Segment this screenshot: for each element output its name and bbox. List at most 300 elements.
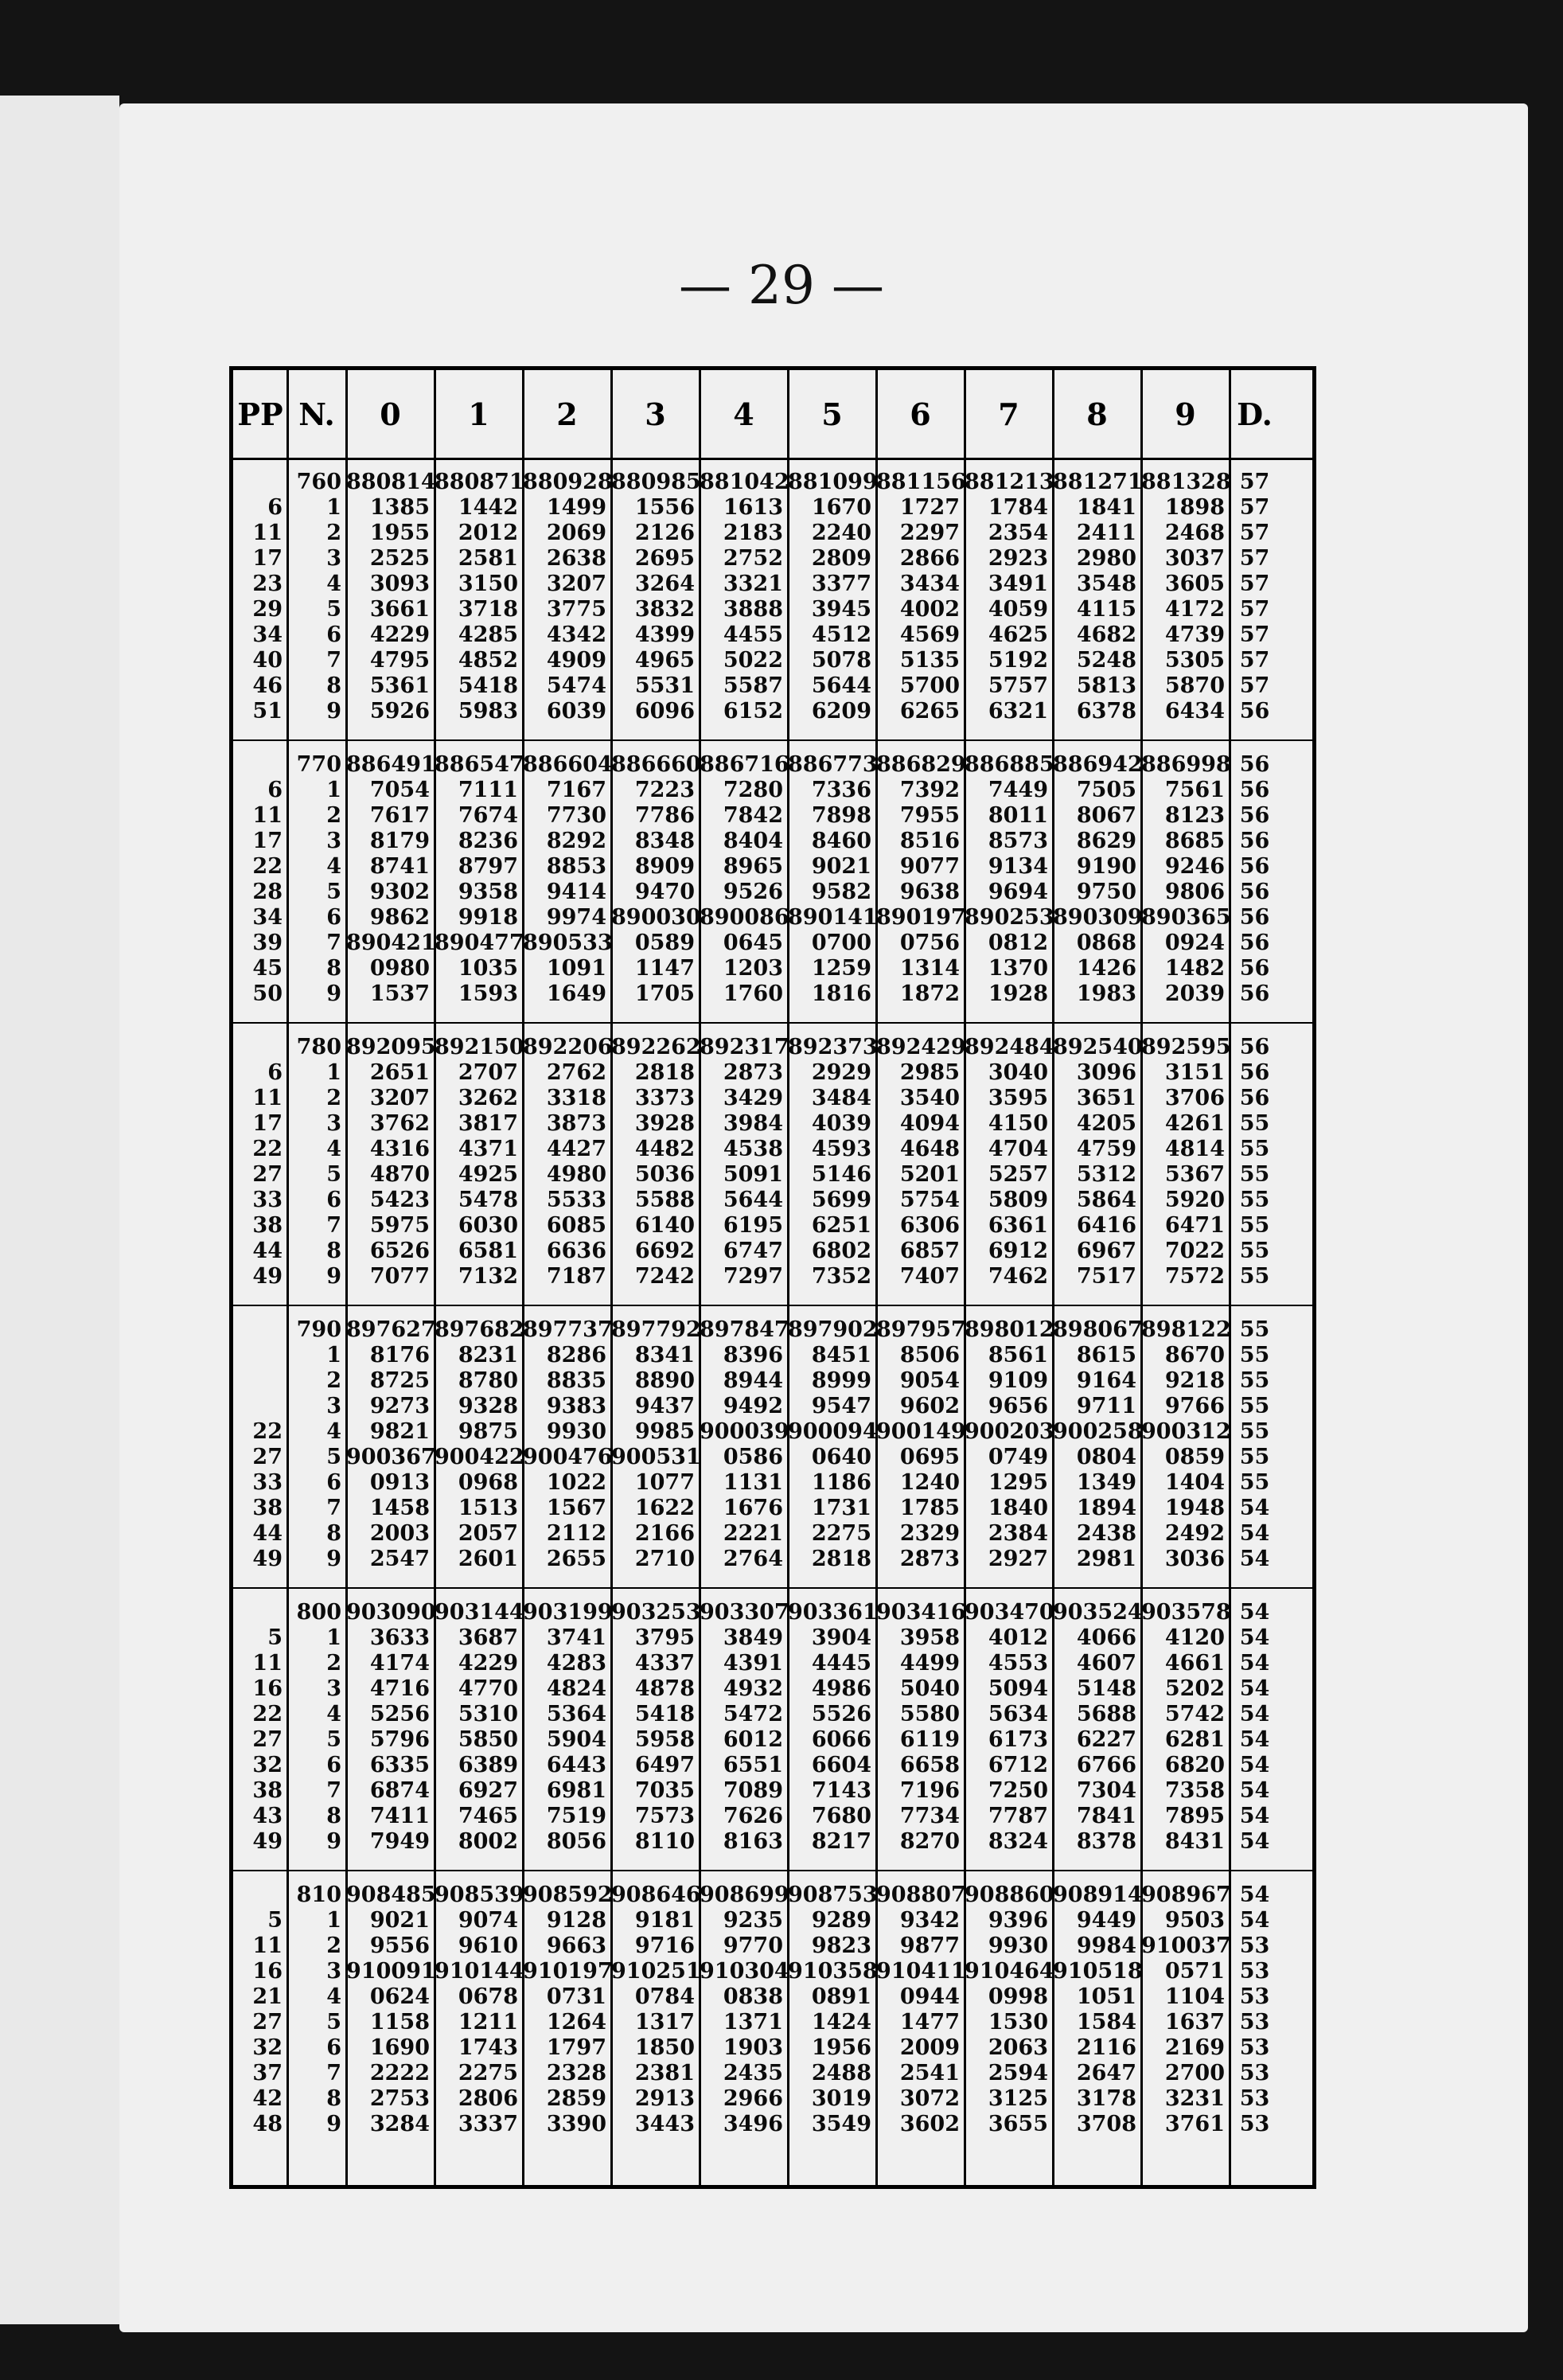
difference-cell: 55 [1239,1445,1270,1469]
log-value-cell: 4174 [369,1651,430,1676]
log-value-cell: 2297 [899,521,960,545]
log-value-cell: 8725 [369,1368,430,1393]
difference-cell: 53 [1239,1933,1270,1958]
log-value-cell: 1370 [988,956,1048,981]
column-digit-4 [700,370,788,2185]
group-separator [233,1587,1312,1589]
log-value-cell: 4342 [546,622,606,647]
log-value-cell: 4925 [458,1162,518,1187]
log-value-cell: 2927 [988,1547,1048,1571]
pp-cell: 22 [252,854,283,879]
pp-cell [233,470,287,495]
column-digit-2 [523,370,611,2185]
log-value-cell: 892373 [788,1035,878,1059]
log-value-cell: 3655 [988,2112,1048,2136]
log-value-cell: 6604 [811,1753,871,1777]
n-cell: 9 [326,1829,341,1854]
difference-cell: 56 [1239,778,1270,802]
log-value-cell: 1584 [1076,2010,1136,2035]
log-value-cell: 2240 [811,521,871,545]
log-value-cell: 5644 [723,1188,783,1212]
log-value-cell: 3150 [458,572,518,596]
n-cell: 6 [326,622,341,647]
log-value-cell: 7304 [1076,1778,1136,1803]
difference-cell: 57 [1239,673,1270,698]
log-value-cell: 900203 [965,1419,1054,1444]
log-value-cell: 4039 [811,1111,871,1136]
difference-cell: 55 [1239,1213,1270,1238]
log-value-cell: 2488 [811,2061,871,2085]
log-value-cell: 1404 [1164,1470,1225,1495]
log-value-cell: 3928 [634,1111,695,1136]
log-value-cell: 9342 [899,1908,960,1933]
log-value-cell: 2547 [369,1547,430,1571]
column-rule [1229,370,1231,2185]
difference-cell: 54 [1239,1496,1270,1520]
difference-cell: 57 [1239,546,1270,571]
log-value-cell: 892262 [611,1035,701,1059]
log-value-cell: 2581 [458,546,518,571]
log-value-cell: 0586 [723,1445,783,1469]
n-cell: 3 [326,1394,341,1418]
log-value-cell: 7734 [899,1804,960,1828]
log-value-cell: 6140 [634,1213,695,1238]
log-value-cell: 8741 [369,854,430,879]
pp-cell: 6 [267,1060,283,1085]
header-digit-2: 2 [556,396,578,432]
difference-cell: 55 [1239,1239,1270,1263]
pp-cell: 49 [252,1547,283,1571]
pp-cell [233,1883,287,1908]
log-value-cell: 3373 [634,1086,695,1110]
log-value-cell: 3958 [899,1625,960,1650]
log-value-cell: 3036 [1164,1547,1225,1571]
log-value-cell: 908485 [346,1883,436,1907]
log-value-cell: 7462 [988,1264,1048,1289]
log-value-cell: 2009 [899,2035,960,2060]
log-value-cell: 5742 [1164,1702,1225,1726]
n-cell: 1 [326,778,341,802]
log-value-cell: 9974 [546,905,606,930]
log-value-cell: 897682 [435,1317,524,1342]
log-value-cell: 3775 [546,597,606,622]
log-value-cell: 4172 [1164,597,1225,622]
log-value-cell: 7358 [1164,1778,1225,1803]
log-value-cell: 0624 [369,1984,430,2009]
log-value-cell: 1530 [988,2010,1048,2035]
log-value-cell: 5022 [723,648,783,673]
log-value-cell: 2753 [369,2086,430,2111]
header-digit-4: 4 [733,396,754,432]
log-value-cell: 5312 [1076,1162,1136,1187]
log-value-cell: 8890 [634,1368,695,1393]
log-value-cell: 9437 [634,1394,695,1418]
log-value-cell: 1622 [634,1496,695,1520]
log-value-cell: 6967 [1076,1239,1136,1263]
log-value-cell: 7250 [988,1778,1048,1803]
log-value-cell: 2166 [634,1521,695,1546]
difference-cell: 54 [1239,1908,1270,1933]
log-value-cell: 903470 [965,1600,1054,1625]
difference-cell: 53 [1239,2035,1270,2060]
log-value-cell: 8179 [369,829,430,853]
log-value-cell: 1637 [1164,2010,1225,2035]
log-value-cell: 8965 [723,854,783,879]
difference-cell: 54 [1239,1702,1270,1726]
header-digit-5: 5 [821,396,843,432]
log-value-cell: 1104 [1164,1984,1225,2009]
log-value-cell: 2859 [546,2086,606,2111]
header-digit-3: 3 [645,396,666,432]
log-value-cell: 2222 [369,2061,430,2085]
n-cell: 1 [326,1060,341,1085]
log-value-cell: 8324 [988,1829,1048,1854]
log-value-cell: 2594 [988,2061,1048,2085]
pp-cell: 49 [252,1264,283,1289]
log-value-cell: 0678 [458,1984,518,2009]
log-value-cell: 898012 [965,1317,1054,1342]
log-value-cell: 7054 [369,778,430,802]
log-value-cell: 2764 [723,1547,783,1571]
log-value-cell: 4593 [811,1137,871,1161]
log-value-cell: 9806 [1164,880,1225,904]
log-value-cell: 9077 [899,854,960,879]
log-value-cell: 4716 [369,1676,430,1701]
log-value-cell: 0731 [546,1984,606,2009]
log-value-cell: 2039 [1164,981,1225,1006]
pp-cell: 28 [252,880,283,904]
log-value-cell: 1983 [1076,981,1136,1006]
log-value-cell: 908539 [435,1883,524,1907]
log-value-cell: 3549 [811,2112,871,2136]
log-value-cell: 8123 [1164,803,1225,828]
log-value-cell: 903253 [611,1600,701,1625]
log-value-cell: 8163 [723,1829,783,1854]
log-value-cell: 8797 [458,854,518,879]
log-value-cell: 6335 [369,1753,430,1777]
log-value-cell: 5634 [988,1702,1048,1726]
difference-cell: 56 [1239,854,1270,879]
log-value-cell: 2818 [811,1547,871,1571]
difference-cell: 56 [1239,752,1270,777]
log-value-cell: 900312 [1141,1419,1231,1444]
log-value-cell: 3795 [634,1625,695,1650]
log-value-cell: 5813 [1076,673,1136,698]
log-value-cell: 5472 [723,1702,783,1726]
log-value-cell: 900258 [1053,1419,1143,1444]
n-cell: 7 [326,931,341,955]
difference-cell: 56 [1239,931,1270,955]
log-value-cell: 5040 [899,1676,960,1701]
pp-cell: 17 [252,829,283,853]
difference-cell: 56 [1239,905,1270,930]
log-value-cell: 8056 [546,1829,606,1854]
log-value-cell: 7787 [988,1804,1048,1828]
difference-cell: 56 [1239,880,1270,904]
log-value-cell: 2525 [369,546,430,571]
log-value-cell: 6551 [723,1753,783,1777]
log-value-cell: 0998 [988,1984,1048,2009]
log-value-cell: 7167 [546,778,606,802]
log-value-cell: 5201 [899,1162,960,1187]
log-value-cell: 3377 [811,572,871,596]
log-value-cell: 892150 [435,1035,524,1059]
log-value-cell: 2468 [1164,521,1225,545]
log-value-cell: 5146 [811,1162,871,1187]
log-value-cell: 8011 [988,803,1048,828]
log-value-cell: 1240 [899,1470,960,1495]
difference-cell: 56 [1239,1086,1270,1110]
log-value-cell: 886491 [346,752,436,777]
log-value-cell: 9246 [1164,854,1225,879]
log-value-cell: 2275 [458,2061,518,2085]
log-value-cell: 7841 [1076,1804,1136,1828]
log-value-cell: 2492 [1164,1521,1225,1546]
log-value-cell: 5364 [546,1702,606,1726]
log-value-cell: 5809 [988,1188,1048,1212]
log-value-cell: 6802 [811,1239,871,1263]
log-value-cell: 886660 [611,752,701,777]
log-value-cell: 8002 [458,1829,518,1854]
log-value-cell: 5202 [1164,1676,1225,1701]
log-value-cell: 9273 [369,1394,430,1418]
pp-cell: 23 [252,572,283,596]
column-digit-9 [1141,370,1230,2185]
n-cell: 810 [296,1883,341,1907]
log-value-cell: 2638 [546,546,606,571]
column-rule [699,370,701,2185]
n-cell: 5 [326,597,341,622]
log-value-cell: 0859 [1164,1445,1225,1469]
log-value-cell: 2012 [458,521,518,545]
log-value-cell: 886604 [523,752,613,777]
pp-cell: 22 [252,1702,283,1726]
log-value-cell: 8573 [988,829,1048,853]
n-cell: 3 [326,1676,341,1701]
difference-cell: 57 [1239,622,1270,647]
log-value-cell: 900039 [700,1419,789,1444]
n-cell: 2 [326,1933,341,1958]
n-cell: 4 [326,572,341,596]
log-value-cell: 8067 [1076,803,1136,828]
log-value-cell: 6096 [634,699,695,724]
log-value-cell: 1424 [811,2010,871,2035]
log-value-cell: 1385 [369,495,430,520]
log-value-cell: 6497 [634,1753,695,1777]
column-digit-3 [611,370,700,2185]
log-value-cell: 9984 [1076,1933,1136,1958]
pp-cell: 50 [252,981,283,1006]
header-pp: PP [237,396,283,432]
log-value-cell: 5926 [369,699,430,724]
pp-cell: 6 [267,495,283,520]
column-digit-5 [788,370,876,2185]
log-value-cell: 8431 [1164,1829,1225,1854]
log-value-cell: 7407 [899,1264,960,1289]
log-value-cell: 5864 [1076,1188,1136,1212]
log-value-cell: 1203 [723,956,783,981]
log-value-cell: 6209 [811,699,871,724]
log-value-cell: 4391 [723,1651,783,1676]
log-value-cell: 8629 [1076,829,1136,853]
log-value-cell: 6039 [546,699,606,724]
pp-cell: 38 [252,1496,283,1520]
log-value-cell: 6766 [1076,1753,1136,1777]
n-cell: 3 [326,1959,341,1984]
log-value-cell: 9582 [811,880,871,904]
log-value-cell: 903144 [435,1600,524,1625]
log-value-cell: 7111 [458,778,518,802]
pp-cell: 22 [252,1419,283,1444]
n-cell: 6 [326,1470,341,1495]
pp-cell: 34 [252,905,283,930]
log-value-cell: 3817 [458,1111,518,1136]
log-value-cell: 3633 [369,1625,430,1650]
log-value-cell: 0868 [1076,931,1136,955]
group-separator [233,739,1312,741]
log-value-cell: 3434 [899,572,960,596]
pp-cell: 49 [252,1829,283,1854]
log-value-cell: 6195 [723,1213,783,1238]
page-number-heading: — 29 — [679,255,884,316]
log-value-cell: 5757 [988,673,1048,698]
log-value-cell: 6820 [1164,1753,1225,1777]
log-value-cell: 890141 [788,905,878,930]
log-value-cell: 3231 [1164,2086,1225,2111]
difference-cell: 54 [1239,1600,1270,1625]
log-value-cell: 1349 [1076,1470,1136,1495]
log-value-cell: 8685 [1164,829,1225,853]
log-value-cell: 5423 [369,1188,430,1212]
log-value-cell: 5135 [899,648,960,673]
log-value-cell: 3264 [634,572,695,596]
log-value-cell: 6119 [899,1727,960,1752]
log-value-cell: 3491 [988,572,1048,596]
log-value-cell: 903307 [700,1600,789,1625]
difference-cell: 55 [1239,1264,1270,1289]
log-value-cell: 4261 [1164,1111,1225,1136]
log-value-cell: 9862 [369,905,430,930]
log-value-cell: 8404 [723,829,783,853]
log-value-cell: 5904 [546,1727,606,1752]
difference-cell: 57 [1239,470,1270,494]
log-value-cell: 5478 [458,1188,518,1212]
log-value-cell: 2929 [811,1060,871,1085]
log-value-cell: 886773 [788,752,878,777]
log-value-cell: 5094 [988,1676,1048,1701]
log-value-cell: 3019 [811,2086,871,2111]
log-value-cell: 7089 [723,1778,783,1803]
pp-cell [233,1600,287,1625]
pp-cell: 17 [252,1111,283,1136]
log-value-cell: 886547 [435,752,524,777]
log-value-cell: 3595 [988,1086,1048,1110]
log-value-cell: 897737 [523,1317,613,1342]
log-value-cell: 1593 [458,981,518,1006]
log-value-cell: 4569 [899,622,960,647]
n-cell: 8 [326,1804,341,1828]
header-digit-0: 0 [380,396,401,432]
log-value-cell: 2923 [988,546,1048,571]
log-value-cell: 8341 [634,1343,695,1368]
log-value-cell: 9109 [988,1368,1048,1393]
log-value-cell: 9821 [369,1419,430,1444]
n-cell: 5 [326,880,341,904]
difference-cell: 57 [1239,495,1270,520]
log-value-cell: 1186 [811,1470,871,1495]
pp-cell: 11 [252,1651,283,1676]
pp-cell [233,1368,287,1394]
log-value-cell: 903578 [1141,1600,1231,1625]
log-value-cell: 903361 [788,1600,878,1625]
log-value-cell: 897847 [700,1317,789,1342]
log-value-cell: 4120 [1164,1625,1225,1650]
log-value-cell: 2063 [988,2035,1048,2060]
log-value-cell: 1785 [899,1496,960,1520]
log-value-cell: 890365 [1141,905,1231,930]
n-cell: 7 [326,1213,341,1238]
log-value-cell: 4965 [634,648,695,673]
column-rule [286,370,289,2185]
column-rule [610,370,613,2185]
log-value-cell: 7573 [634,1804,695,1828]
log-value-cell: 892095 [346,1035,436,1059]
log-value-cell: 880814 [346,470,436,494]
log-value-cell: 897957 [876,1317,966,1342]
difference-cell: 54 [1239,1753,1270,1777]
column-rule [964,370,966,2185]
n-cell: 8 [326,1521,341,1546]
log-value-cell: 9547 [811,1394,871,1418]
log-value-cell: 3708 [1076,2112,1136,2136]
pp-cell: 11 [252,521,283,545]
log-value-cell: 4316 [369,1137,430,1161]
log-value-cell: 2601 [458,1547,518,1571]
log-value-cell: 890197 [876,905,966,930]
log-value-cell: 9503 [1164,1908,1225,1933]
log-value-cell: 890086 [700,905,789,930]
difference-cell: 55 [1239,1470,1270,1495]
log-value-cell: 5531 [634,673,695,698]
difference-cell: 55 [1239,1368,1270,1393]
log-value-cell: 1841 [1076,495,1136,520]
n-cell: 790 [296,1317,341,1342]
log-value-cell: 9930 [988,1933,1048,1958]
log-value-cell: 6658 [899,1753,960,1777]
n-cell: 5 [326,1727,341,1752]
log-value-cell: 3873 [546,1111,606,1136]
log-value-cell: 4499 [899,1651,960,1676]
log-value-cell: 3207 [546,572,606,596]
log-value-cell: 1091 [546,956,606,981]
log-value-cell: 4852 [458,648,518,673]
log-value-cell: 1259 [811,956,871,981]
pp-cell: 37 [252,2061,283,2085]
log-value-cell: 6912 [988,1239,1048,1263]
log-value-cell: 910144 [435,1959,524,1984]
log-value-cell: 910358 [788,1959,878,1984]
log-value-cell: 7022 [1164,1239,1225,1263]
log-value-cell: 2126 [634,521,695,545]
pp-cell: 34 [252,622,283,647]
log-value-cell: 910464 [965,1959,1054,1984]
log-value-cell: 881042 [700,470,789,494]
log-value-cell: 880928 [523,470,613,494]
pp-cell: 29 [252,597,283,622]
log-value-cell: 3284 [369,2112,430,2136]
difference-cell: 54 [1239,1676,1270,1701]
log-value-cell: 908699 [700,1883,789,1907]
